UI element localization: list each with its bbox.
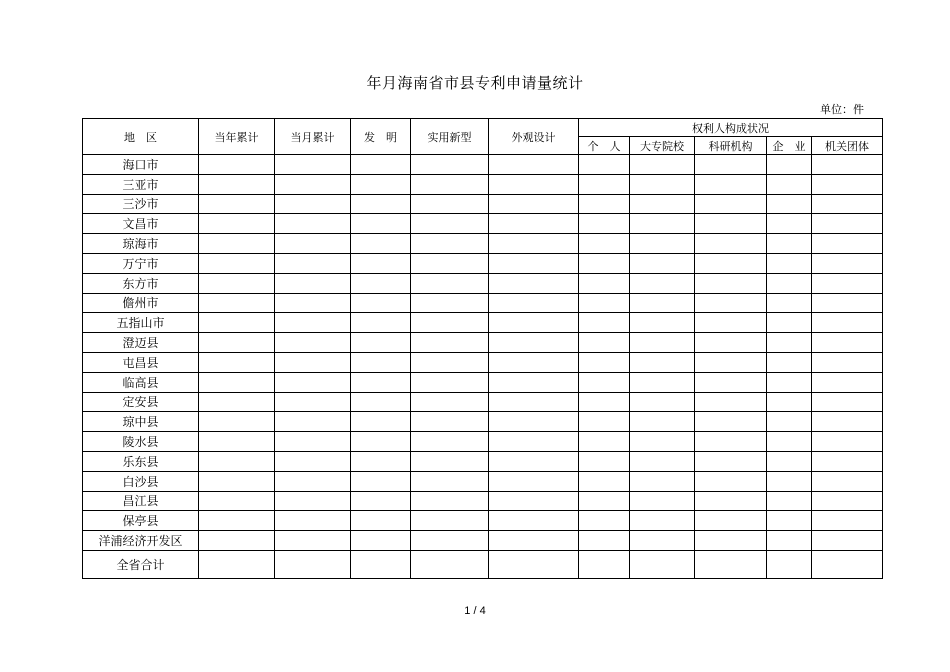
data-cell[interactable] [351, 155, 411, 175]
data-cell[interactable] [767, 194, 812, 214]
header-individual: 个 人 [579, 137, 630, 155]
table-row-total [83, 550, 883, 578]
data-cell[interactable] [199, 432, 275, 452]
data-cell[interactable] [275, 432, 351, 452]
data-cell[interactable] [489, 451, 579, 471]
data-cell[interactable] [812, 531, 883, 551]
data-cell[interactable] [812, 412, 883, 432]
data-cell[interactable] [630, 372, 695, 392]
data-cell[interactable] [351, 194, 411, 214]
data-cell[interactable] [351, 511, 411, 531]
data-cell[interactable] [411, 313, 489, 333]
patent-statistics-table [82, 118, 883, 579]
data-cell[interactable] [411, 531, 489, 551]
data-cell[interactable] [695, 155, 767, 175]
data-cell[interactable] [489, 392, 579, 412]
data-cell[interactable] [489, 313, 579, 333]
document-title: 年月海南省市县专利申请量统计 [366, 74, 584, 92]
data-cell[interactable] [695, 174, 767, 194]
data-cell[interactable] [275, 550, 351, 578]
data-cell[interactable] [275, 273, 351, 293]
data-cell[interactable] [767, 451, 812, 471]
data-cell[interactable] [630, 333, 695, 353]
data-cell[interactable] [275, 333, 351, 353]
data-cell[interactable] [630, 253, 695, 273]
data-cell[interactable] [695, 531, 767, 551]
data-cell[interactable] [579, 174, 630, 194]
data-cell[interactable] [351, 174, 411, 194]
data-cell[interactable] [630, 531, 695, 551]
header-owner-composition: 权利人构成状况 [579, 119, 883, 137]
table-row [83, 372, 883, 392]
data-cell[interactable] [695, 372, 767, 392]
data-cell[interactable] [630, 550, 695, 578]
data-cell[interactable] [630, 451, 695, 471]
data-cell[interactable] [579, 352, 630, 372]
data-cell[interactable] [630, 234, 695, 254]
data-cell[interactable] [199, 511, 275, 531]
data-cell[interactable] [812, 491, 883, 511]
data-cell[interactable] [695, 471, 767, 491]
data-cell[interactable] [812, 214, 883, 234]
data-cell[interactable] [275, 392, 351, 412]
data-cell[interactable] [351, 372, 411, 392]
data-cell[interactable] [199, 273, 275, 293]
data-cell[interactable] [489, 293, 579, 313]
data-cell[interactable] [579, 214, 630, 234]
table-row [83, 451, 883, 471]
data-cell[interactable] [579, 253, 630, 273]
table-row [83, 471, 883, 491]
data-cell[interactable] [489, 174, 579, 194]
data-cell[interactable] [489, 155, 579, 175]
table-row [83, 511, 883, 531]
data-cell[interactable] [630, 273, 695, 293]
data-cell[interactable] [695, 392, 767, 412]
data-cell[interactable] [630, 352, 695, 372]
table-row [83, 194, 883, 214]
data-cell[interactable] [579, 471, 630, 491]
data-cell[interactable] [351, 550, 411, 578]
data-cell[interactable] [275, 412, 351, 432]
data-cell[interactable] [695, 491, 767, 511]
data-cell[interactable] [199, 471, 275, 491]
data-cell[interactable] [579, 313, 630, 333]
data-cell[interactable] [411, 550, 489, 578]
data-cell[interactable] [630, 155, 695, 175]
data-cell[interactable] [351, 412, 411, 432]
data-cell[interactable] [199, 333, 275, 353]
data-cell[interactable] [630, 293, 695, 313]
data-cell[interactable] [275, 471, 351, 491]
data-cell[interactable] [767, 313, 812, 333]
data-cell[interactable] [812, 392, 883, 412]
data-cell[interactable] [199, 234, 275, 254]
region-name-cell: 全省合计 [83, 550, 199, 578]
data-cell[interactable] [767, 491, 812, 511]
data-cell[interactable] [489, 511, 579, 531]
data-cell[interactable] [579, 372, 630, 392]
data-cell[interactable] [199, 253, 275, 273]
data-cell[interactable] [351, 253, 411, 273]
table-row [83, 273, 883, 293]
data-cell[interactable] [275, 234, 351, 254]
data-cell[interactable] [579, 392, 630, 412]
region-name-cell: 海口市 [83, 155, 199, 175]
table-row [83, 174, 883, 194]
table-row [83, 155, 883, 175]
data-cell[interactable] [351, 451, 411, 471]
data-cell[interactable] [579, 155, 630, 175]
data-cell[interactable] [351, 293, 411, 313]
data-cell[interactable] [351, 491, 411, 511]
data-cell[interactable] [579, 194, 630, 214]
header-invention: 发 明 [351, 119, 411, 155]
table-row [83, 234, 883, 254]
data-cell[interactable] [767, 550, 812, 578]
data-cell[interactable] [579, 273, 630, 293]
data-cell[interactable] [199, 412, 275, 432]
data-cell[interactable] [275, 372, 351, 392]
data-cell[interactable] [199, 550, 275, 578]
data-cell[interactable] [351, 432, 411, 452]
data-cell[interactable] [489, 194, 579, 214]
data-cell[interactable] [411, 352, 489, 372]
data-cell[interactable] [630, 214, 695, 234]
data-cell[interactable] [351, 273, 411, 293]
data-cell[interactable] [411, 412, 489, 432]
data-cell[interactable] [630, 194, 695, 214]
region-name-cell: 三沙市 [83, 194, 199, 214]
data-cell[interactable] [489, 352, 579, 372]
data-cell[interactable] [489, 491, 579, 511]
data-cell[interactable] [275, 531, 351, 551]
data-cell[interactable] [812, 174, 883, 194]
table-row [83, 333, 883, 353]
data-cell[interactable] [579, 412, 630, 432]
data-cell[interactable] [812, 372, 883, 392]
data-cell[interactable] [489, 333, 579, 353]
header-government: 机关团体 [812, 137, 883, 155]
data-cell[interactable] [630, 174, 695, 194]
header-enterprise: 企 业 [767, 137, 812, 155]
header-month-total: 当月累计 [275, 119, 351, 155]
data-cell[interactable] [767, 432, 812, 452]
data-cell[interactable] [351, 471, 411, 491]
data-cell[interactable] [411, 333, 489, 353]
header-row-top [83, 119, 883, 137]
region-name-cell: 定安县 [83, 392, 199, 412]
data-cell[interactable] [275, 174, 351, 194]
data-cell[interactable] [579, 531, 630, 551]
region-name-cell: 昌江县 [83, 491, 199, 511]
unit-label: 单位：件 [820, 103, 864, 116]
header-design: 外观设计 [489, 119, 579, 155]
data-cell[interactable] [275, 253, 351, 273]
region-name-cell: 琼海市 [83, 234, 199, 254]
data-cell[interactable] [767, 273, 812, 293]
data-cell[interactable] [275, 313, 351, 333]
region-name-cell: 陵水县 [83, 432, 199, 452]
data-cell[interactable] [695, 451, 767, 471]
data-cell[interactable] [579, 333, 630, 353]
data-cell[interactable] [489, 273, 579, 293]
data-cell[interactable] [489, 471, 579, 491]
table-row [83, 432, 883, 452]
region-name-cell: 文昌市 [83, 214, 199, 234]
data-cell[interactable] [630, 392, 695, 412]
region-name-cell: 琼中县 [83, 412, 199, 432]
page-indicator: 1 / 4 [464, 605, 486, 617]
header-year-total: 当年累计 [199, 119, 275, 155]
data-cell[interactable] [579, 491, 630, 511]
data-cell[interactable] [579, 432, 630, 452]
table-row [83, 313, 883, 333]
data-cell[interactable] [630, 412, 695, 432]
data-cell[interactable] [199, 531, 275, 551]
data-cell[interactable] [695, 214, 767, 234]
data-cell[interactable] [812, 234, 883, 254]
table-row [83, 214, 883, 234]
data-cell[interactable] [630, 491, 695, 511]
data-cell[interactable] [767, 531, 812, 551]
data-cell[interactable] [767, 253, 812, 273]
data-cell[interactable] [812, 333, 883, 353]
data-cell[interactable] [351, 234, 411, 254]
region-name-cell: 东方市 [83, 273, 199, 293]
data-cell[interactable] [695, 253, 767, 273]
data-cell[interactable] [767, 471, 812, 491]
region-name-cell: 白沙县 [83, 471, 199, 491]
data-cell[interactable] [275, 511, 351, 531]
table-row [83, 531, 883, 551]
data-cell[interactable] [489, 253, 579, 273]
data-cell[interactable] [411, 471, 489, 491]
data-cell[interactable] [411, 214, 489, 234]
data-cell[interactable] [812, 253, 883, 273]
data-cell[interactable] [812, 313, 883, 333]
data-cell[interactable] [411, 392, 489, 412]
data-cell[interactable] [351, 333, 411, 353]
data-cell[interactable] [351, 392, 411, 412]
data-cell[interactable] [199, 491, 275, 511]
data-cell[interactable] [579, 234, 630, 254]
data-cell[interactable] [351, 313, 411, 333]
data-cell[interactable] [351, 214, 411, 234]
data-cell[interactable] [812, 451, 883, 471]
data-cell[interactable] [199, 194, 275, 214]
data-cell[interactable] [411, 155, 489, 175]
data-cell[interactable] [199, 313, 275, 333]
data-cell[interactable] [411, 432, 489, 452]
data-cell[interactable] [767, 511, 812, 531]
data-cell[interactable] [630, 471, 695, 491]
data-cell[interactable] [812, 155, 883, 175]
data-cell[interactable] [199, 174, 275, 194]
data-cell[interactable] [695, 412, 767, 432]
data-cell[interactable] [351, 352, 411, 372]
data-cell[interactable] [695, 511, 767, 531]
data-cell[interactable] [767, 155, 812, 175]
data-cell[interactable] [767, 234, 812, 254]
data-cell[interactable] [411, 253, 489, 273]
data-cell[interactable] [489, 531, 579, 551]
data-cell[interactable] [275, 214, 351, 234]
data-cell[interactable] [411, 372, 489, 392]
region-name-cell: 屯昌县 [83, 352, 199, 372]
data-cell[interactable] [630, 432, 695, 452]
region-name-cell: 保亭县 [83, 511, 199, 531]
data-cell[interactable] [489, 432, 579, 452]
table-row [83, 352, 883, 372]
data-cell[interactable] [489, 412, 579, 432]
data-cell[interactable] [199, 392, 275, 412]
data-cell[interactable] [630, 511, 695, 531]
data-cell[interactable] [275, 155, 351, 175]
data-cell[interactable] [411, 293, 489, 313]
header-university: 大专院校 [630, 137, 695, 155]
data-cell[interactable] [695, 333, 767, 353]
data-cell[interactable] [812, 273, 883, 293]
data-cell[interactable] [695, 313, 767, 333]
data-cell[interactable] [489, 372, 579, 392]
data-cell[interactable] [275, 352, 351, 372]
table-row [83, 412, 883, 432]
table-row [83, 293, 883, 313]
data-cell[interactable] [489, 234, 579, 254]
data-cell[interactable] [275, 293, 351, 313]
data-cell[interactable] [630, 313, 695, 333]
header-research-institute: 科研机构 [695, 137, 767, 155]
region-name-cell: 澄迈县 [83, 333, 199, 353]
data-cell[interactable] [812, 550, 883, 578]
data-cell[interactable] [489, 214, 579, 234]
data-cell[interactable] [579, 293, 630, 313]
data-cell[interactable] [579, 550, 630, 578]
table-body [83, 155, 883, 579]
data-cell[interactable] [579, 511, 630, 531]
region-name-cell: 儋州市 [83, 293, 199, 313]
region-name-cell: 五指山市 [83, 313, 199, 333]
data-cell[interactable] [767, 174, 812, 194]
data-cell[interactable] [812, 194, 883, 214]
header-region: 地 区 [83, 119, 199, 155]
data-cell[interactable] [695, 550, 767, 578]
data-cell[interactable] [767, 333, 812, 353]
data-cell[interactable] [275, 451, 351, 471]
table-row [83, 253, 883, 273]
data-cell[interactable] [812, 432, 883, 452]
data-cell[interactable] [199, 352, 275, 372]
data-cell[interactable] [411, 234, 489, 254]
region-name-cell: 洋浦经济开发区 [83, 531, 199, 551]
data-cell[interactable] [411, 174, 489, 194]
data-cell[interactable] [767, 293, 812, 313]
data-cell[interactable] [579, 451, 630, 471]
data-cell[interactable] [411, 194, 489, 214]
data-cell[interactable] [411, 273, 489, 293]
data-cell[interactable] [199, 293, 275, 313]
region-name-cell: 万宁市 [83, 253, 199, 273]
data-cell[interactable] [695, 234, 767, 254]
data-cell[interactable] [411, 491, 489, 511]
data-cell[interactable] [411, 511, 489, 531]
data-cell[interactable] [695, 352, 767, 372]
data-cell[interactable] [767, 372, 812, 392]
data-cell[interactable] [767, 352, 812, 372]
table-row [83, 392, 883, 412]
data-cell[interactable] [812, 352, 883, 372]
data-cell[interactable] [199, 372, 275, 392]
data-cell[interactable] [275, 491, 351, 511]
header-utility-model: 实用新型 [411, 119, 489, 155]
region-name-cell: 临高县 [83, 372, 199, 392]
data-cell[interactable] [695, 273, 767, 293]
data-cell[interactable] [695, 293, 767, 313]
data-cell[interactable] [411, 451, 489, 471]
data-cell[interactable] [767, 412, 812, 432]
data-cell[interactable] [812, 511, 883, 531]
data-cell[interactable] [489, 550, 579, 578]
region-name-cell: 三亚市 [83, 174, 199, 194]
table-row [83, 491, 883, 511]
data-cell[interactable] [767, 392, 812, 412]
region-name-cell: 乐东县 [83, 451, 199, 471]
data-cell[interactable] [199, 214, 275, 234]
data-cell[interactable] [695, 194, 767, 214]
data-cell[interactable] [812, 471, 883, 491]
data-cell[interactable] [695, 432, 767, 452]
data-cell[interactable] [767, 214, 812, 234]
data-cell[interactable] [199, 451, 275, 471]
data-cell[interactable] [351, 531, 411, 551]
data-cell[interactable] [275, 194, 351, 214]
data-cell[interactable] [812, 293, 883, 313]
data-cell[interactable] [199, 155, 275, 175]
